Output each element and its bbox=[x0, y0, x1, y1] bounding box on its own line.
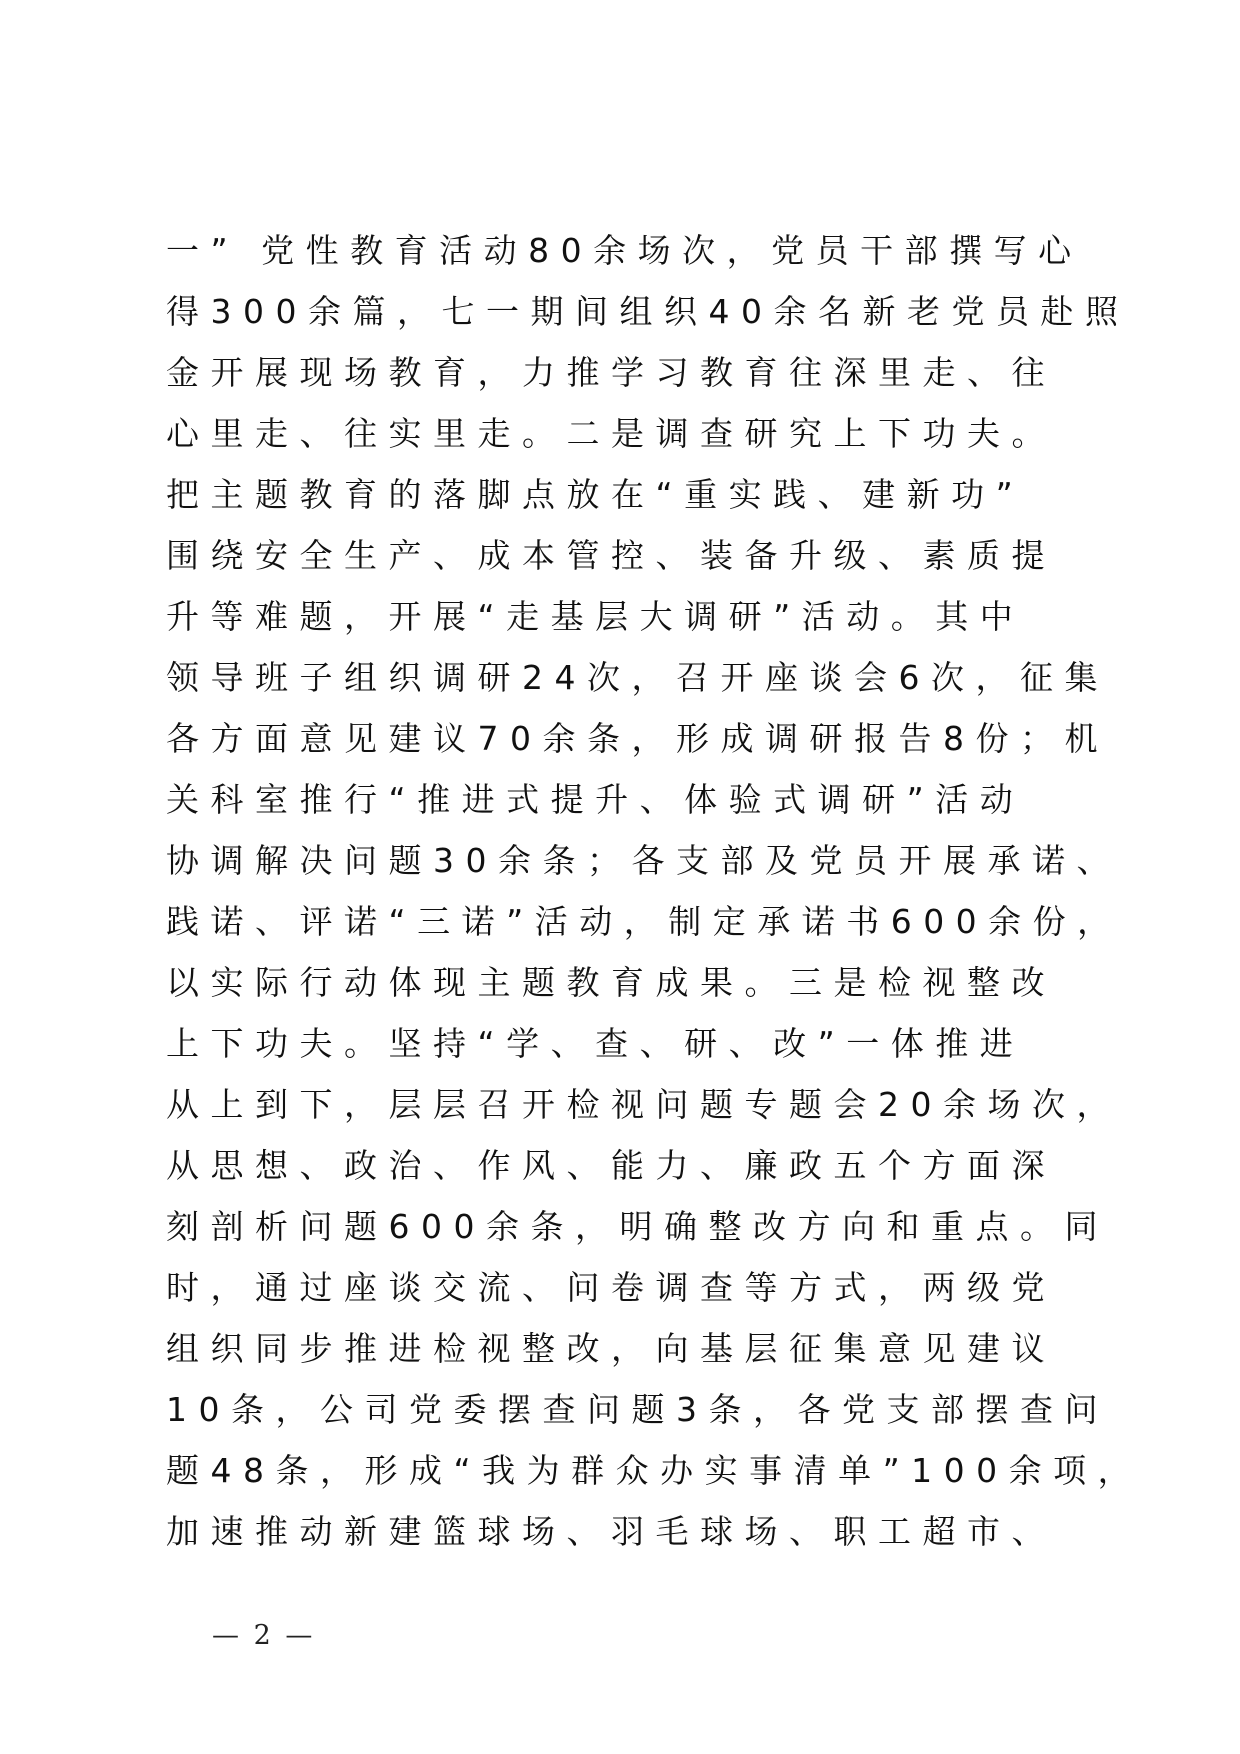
text-line: 升等难题，开展“走基层大调研”活动。其中 bbox=[166, 597, 1025, 636]
text-line: 时，通过座谈交流、问卷调查等方式，两级党 bbox=[166, 1268, 1056, 1307]
text-line: 组织同步推进检视整改，向基层征集意见建议 bbox=[166, 1329, 1056, 1368]
text-line: 一” 党性教育活动80余场次，党员干部撰写心 bbox=[166, 231, 1083, 270]
text-line: 加速推动新建篮球场、羽毛球场、职工超市、 bbox=[166, 1512, 1056, 1551]
text-line: 金开展现场教育，力推学习教育往深里走、往 bbox=[166, 353, 1056, 392]
page-number: — 2 — bbox=[212, 1620, 316, 1651]
text-line: 题48条，形成“我为群众办实事清单”100余项， bbox=[166, 1451, 1143, 1490]
text-line: 把主题教育的落脚点放在“重实践、建新功” bbox=[166, 475, 1025, 514]
text-line: 围绕安全生产、成本管控、装备升级、素质提 bbox=[166, 536, 1056, 575]
text-line: 关科室推行“推进式提升、体验式调研”活动 bbox=[166, 780, 1025, 819]
text-line: 上下功夫。坚持“学、查、研、改”一体推进 bbox=[166, 1024, 1025, 1063]
text-line: 从上到下，层层召开检视问题专题会20余场次， bbox=[166, 1085, 1121, 1124]
text-line: 以实际行动体现主题教育成果。三是检视整改 bbox=[166, 963, 1056, 1002]
text-line: 心里走、往实里走。二是调查研究上下功夫。 bbox=[166, 414, 1056, 453]
text-line: 从思想、政治、作风、能力、廉政五个方面深 bbox=[166, 1146, 1056, 1185]
text-line: 践诺、评诺“三诺”活动，制定承诺书600余份， bbox=[166, 902, 1122, 941]
text-line: 得300余篇，七一期间组织40余名新老党员赴照 bbox=[166, 292, 1130, 331]
text-line: 10条，公司党委摆查问题3条，各党支部摆查问 bbox=[166, 1390, 1109, 1429]
body-text bbox=[166, 220, 1143, 1562]
text-line: 刻剖析问题600余条，明确整改方向和重点。同 bbox=[166, 1207, 1109, 1246]
text-line: 各方面意见建议70余条，形成调研报告8份；机 bbox=[166, 719, 1109, 758]
text-line: 领导班子组织调研24次，召开座谈会6次，征集 bbox=[166, 658, 1109, 697]
text-line: 协调解决问题30余条；各支部及党员开展承诺、 bbox=[166, 841, 1121, 880]
